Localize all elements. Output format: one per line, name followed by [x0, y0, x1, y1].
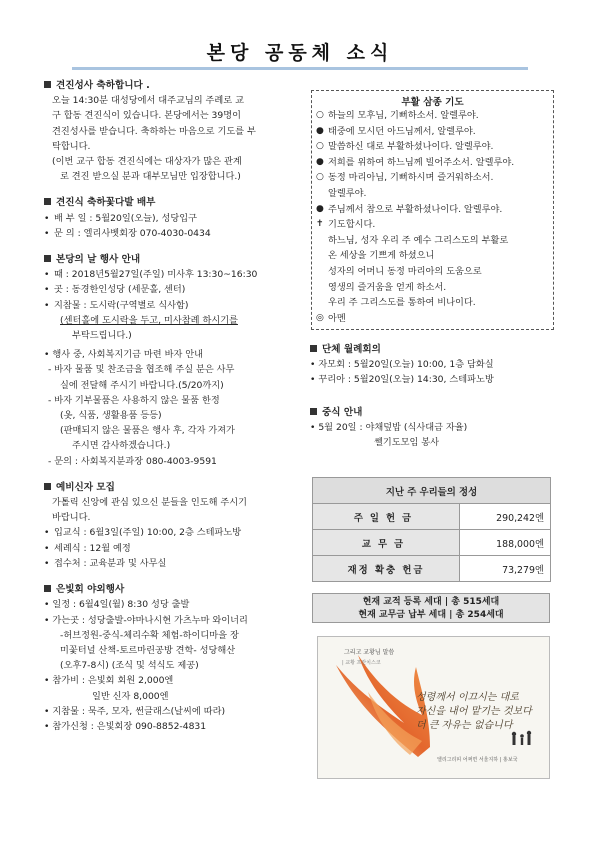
note-text: (센터홀에 도시락을 두고, 미사참례 하시기를 [60, 314, 238, 326]
heading-text: 중식 안내 [322, 407, 363, 418]
body-line: 가톨릭 신앙에 관심 있으신 분들을 인도해 주시기 [52, 497, 248, 509]
bullet-icon: • [44, 557, 50, 569]
square-bullet-icon [310, 345, 317, 352]
section-heading-meal [310, 405, 556, 420]
household-stats [312, 593, 550, 623]
confirmation-body [44, 93, 306, 184]
prayer-line-text: 저희를 위하여 하느님께 빌어주소서. 알렐루야. [328, 156, 515, 168]
dash-line: (판매되지 않은 물품은 행사 후, 각자 가져가 [60, 425, 235, 437]
body-line: 바랍니다. [52, 512, 91, 524]
offering-table [312, 477, 551, 582]
square-bullet-icon [310, 408, 317, 415]
heading-text: 단체 월례회의 [322, 344, 381, 355]
body-line: 구 합동 견진식이 있습니다. 본당에서는 39명이 [52, 110, 241, 122]
prayer-line [312, 124, 553, 140]
filled-circle-icon: ● [316, 203, 324, 214]
body-line: 견진성사를 받습니다. 축하하는 마음으로 기도를 부 [52, 125, 256, 137]
list-item [44, 556, 306, 571]
list-item-text: 접수처 : 교육분과 및 사무실 [54, 557, 167, 569]
body-line: 로 견진 받으실 분과 대부모님만 입장합니다.) [60, 171, 241, 183]
bullet-icon: • [44, 284, 50, 296]
table-header-row [313, 478, 551, 504]
square-bullet-icon [44, 483, 51, 490]
heading-text: 예비신자 모집 [56, 481, 115, 493]
list-item [44, 282, 306, 297]
table-row [313, 556, 551, 582]
list-item-text: 곳 : 동경한인성당 (세문홀, 센터) [54, 284, 186, 296]
meeting-section [310, 342, 556, 388]
list-item [44, 298, 306, 313]
bullet-icon: • [44, 527, 50, 539]
body-line: 탁합니다. [52, 140, 91, 152]
meal-section [310, 405, 556, 451]
list-item-text: 입교식 : 6월3일(주일) 10:00, 2층 스테파노방 [54, 527, 242, 539]
section-heading-silver-club [44, 582, 306, 597]
prayer-body-line: 성자의 어머니 동정 마리아의 도움으로 [328, 265, 482, 277]
body-line: 오늘 14:30분 대성당에서 대주교님의 주례로 교 [52, 95, 244, 107]
prayer-line-text: 태중에 모시던 아드님께서, 알렐루야. [328, 125, 476, 137]
list-item: • 참가신청 : 은빛회장 090-8852-4831 [44, 720, 207, 732]
double-circle-icon: ◎ [316, 312, 324, 323]
prayer-body-line: 온 세상을 기쁘게 하셨으니 [328, 250, 435, 262]
stats-line: 현재 교적 등록 세대 | 총 515세대 [362, 597, 500, 607]
list-item-cont: (오후7-8시) (조식 및 석식도 제공) [60, 660, 199, 672]
prayer-line [312, 217, 553, 233]
list-item [44, 267, 306, 282]
book-cover-image [317, 636, 550, 779]
cross-icon: ✝ [316, 219, 324, 230]
list-item: • 지참물 : 묵주, 모자, 썬글래스(날씨에 따라) [44, 705, 226, 717]
prayer-body-line: 하느님, 성자 우리 주 예수 그리스도의 부활로 [328, 234, 509, 246]
square-bullet-icon [44, 255, 51, 262]
list-item: • 5월 20일 : 야채덮밥 (식사대금 자율) [310, 422, 468, 434]
prayer-line-text: 아멘 [328, 312, 346, 324]
page-title: 본당 공동체 소식 [206, 42, 394, 64]
list-item-cont: 일반 신자 8,000엔 [92, 690, 169, 702]
bullet-icon: • [44, 269, 50, 281]
prayer-line-cont: 알렐루야. [328, 187, 367, 199]
list-item: • 일정 : 6월4일(월) 8:30 성당 출발 [44, 599, 190, 611]
dash-line: - 문의 : 사회복지분과장 080-4003-9591 [48, 455, 217, 467]
dash-line: (옷, 식품, 생활용품 등등) [60, 410, 162, 422]
list-item: • 참가비 : 은빛회 회원 2,000엔 [44, 675, 174, 687]
bullet-icon: • [44, 212, 50, 224]
open-circle-icon: ○ [316, 110, 324, 120]
table-row [313, 530, 551, 556]
list-item [44, 226, 306, 241]
book-handwriting [416, 691, 546, 733]
dash-line: 주시면 감사하겠습니다.) [72, 440, 171, 452]
prayer-line [312, 170, 553, 186]
prayer-line-text: 하늘의 모후님, 기뻐하소서. 알렐루야. [328, 110, 479, 121]
prayer-line [312, 202, 553, 218]
bullet-icon: • [44, 542, 50, 554]
prayer-line [312, 155, 553, 171]
heading-text: 본당의 날 행사 안내 [56, 254, 141, 266]
body-line: (이번 교구 합동 견진식에는 대상자가 많은 관계 [52, 156, 242, 168]
book-footer: 엘리그리띠 어쩌면 서울지하 | 홍보국 [437, 757, 518, 763]
section-heading-flowers [44, 195, 306, 210]
title-underline [72, 67, 528, 70]
table-header: 지난 주 우리들의 정성 [313, 478, 551, 504]
regina-caeli-box [311, 90, 554, 330]
note-line [44, 313, 306, 328]
dash-line: - 바자 물품 및 찬조금을 협조해 주실 분은 사무 [48, 364, 235, 376]
prayer-line [312, 139, 553, 155]
section-heading-confirmation [44, 78, 306, 93]
section-heading-catechumen [44, 480, 306, 495]
prayer-line-text: 동정 마리아님, 기뻐하시며 즐거워하소서. [328, 172, 494, 184]
page-title-wrap [72, 38, 528, 65]
list-item: • 꾸리아 : 5월20일(오늘) 14:30, 스테파노방 [310, 374, 494, 386]
bullet-icon: • [44, 299, 50, 311]
list-item-text: 세례식 : 12월 예정 [54, 542, 131, 554]
row-label: 주일헌금 [313, 504, 460, 530]
list-item: • 가는곳 : 성당출발-야마나시현 가츠누마 와이너리 [44, 614, 248, 626]
prayer-line [312, 108, 553, 124]
prayer-line-text: 주님께서 참으로 부활하셨나이다. 알렐루야. [328, 203, 503, 215]
left-column [44, 78, 306, 734]
prayer-line-text: 말씀하신 대로 부활하셨나이다. 알렐루야. [328, 141, 494, 153]
list-item [44, 211, 306, 226]
list-item-cont: 미꽃터널 산책-토르마린공방 견학- 성당해산 [60, 644, 236, 656]
row-value: 73,279엔 [460, 556, 551, 582]
handwriting-line: 성령께서 이끄시는 대로 [416, 692, 519, 703]
bazaar-item: • 행사 중, 사회복지기금 마련 바자 안내 [44, 349, 203, 361]
row-value: 188,000엔 [460, 530, 551, 556]
heading-text: 견진성사 축하합니다 . [56, 80, 150, 91]
heading-text: 은빛회 야외행사 [56, 584, 125, 596]
list-item-cont: -허브정원-중식-체리수확 체험-하이디마을 장 [60, 629, 239, 641]
list-item-text: 배 부 일 : 5월20일(오늘), 성당입구 [54, 212, 197, 224]
square-bullet-icon [44, 198, 51, 205]
list-item [44, 525, 306, 540]
stats-line: 현재 교무금 납부 세대 | 총 254세대 [358, 610, 504, 620]
prayer-line [312, 311, 553, 327]
list-item-cont: 쎌기도모임 봉사 [374, 437, 440, 449]
prayer-body-line: 영생의 즐거움을 얻게 하소서. [328, 281, 447, 293]
list-item-text: 지참물 : 도시락(구역별로 식사함) [54, 299, 189, 311]
prayer-title: 부활 삼종 기도 [401, 97, 464, 108]
open-circle-icon: ○ [316, 172, 324, 183]
list-item-text: 문 의 : 엘리사벳회장 070-4030-0434 [54, 227, 211, 239]
section-heading-meeting [310, 342, 556, 357]
book-title: 그리고 교황님 말씀 [344, 649, 395, 656]
square-bullet-icon [44, 81, 51, 88]
open-circle-icon: ○ [316, 141, 324, 152]
prayer-line-text: 기도합시다. [328, 219, 376, 231]
row-label: 교무금 [313, 530, 460, 556]
list-item [44, 541, 306, 556]
list-item-text: 때 : 2018년5월27일(주일) 미사후 13:30~16:30 [54, 269, 258, 281]
row-label: 재정 확충 헌금 [313, 556, 460, 582]
prayer-body-line: 우리 주 그리스도를 통하여 비나이다. [328, 297, 476, 309]
handwriting-line: 더 큰 자유는 없습니다 [416, 720, 513, 731]
dash-line: 실에 전달해 주시기 바랍니다.(5/20까지) [60, 379, 224, 391]
row-value: 290,242엔 [460, 504, 551, 530]
note-line: 부탁드립니다.) [72, 330, 132, 342]
handwriting-line: 자신을 내어 맡기는 것보다 [416, 706, 532, 717]
heading-text: 견진식 축하꽃다발 배부 [56, 197, 156, 209]
section-heading-parish-day [44, 252, 306, 267]
table-row [313, 504, 551, 530]
filled-circle-icon: ● [316, 125, 324, 136]
list-item: • 자모회 : 5월20일(오늘) 10:00, 1층 담화실 [310, 359, 494, 371]
bullet-icon: • [44, 227, 50, 239]
dash-line: - 바자 기부물품은 사용하지 않은 물품 한정 [48, 394, 220, 406]
filled-circle-icon: ● [316, 156, 324, 167]
square-bullet-icon [44, 585, 51, 592]
book-subtitle: | 교황 프란치스코 [342, 660, 381, 666]
